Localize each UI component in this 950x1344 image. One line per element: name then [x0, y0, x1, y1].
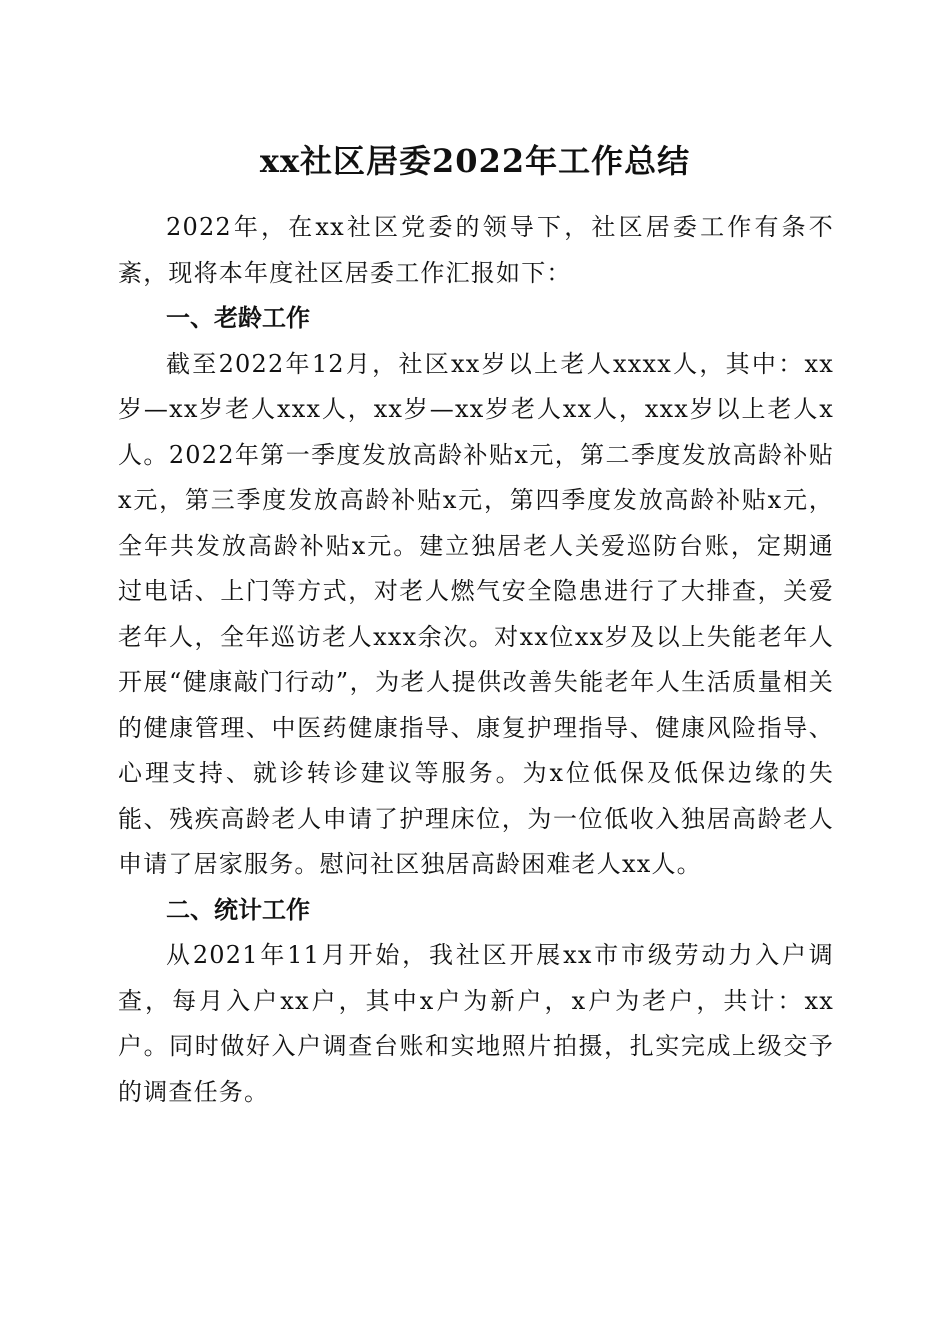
- section-body-statistics-work: 从2021年11月开始，我社区开展xx市市级劳动力入户调查，每月入户xx户，其中x户为新户，x户为老户，共计：xx户。同时做好入户调查台账和实地照片拍摄，扎实完成上级交予的调查任务。: [118, 941, 834, 1106]
- document-body: [118, 205, 834, 1115]
- intro-paragraph: 2022年，在xx社区党委的领导下，社区居委工作有条不紊，现将本年度社区居委工作汇报如下：: [118, 213, 834, 287]
- document-title: xx社区居委2022年工作总结: [259, 142, 691, 180]
- section-heading-elderly-work: 一、老龄工作: [166, 304, 310, 332]
- section-body-elderly-work: 截至2022年12月，社区xx岁以上老人xxxx人，其中：xx岁—xx岁老人xxx人，xx岁—xx岁老人xx人，xxx岁以上老人x人。2022年第一季度发放高龄补贴x元，第二季度发放高龄补贴x元，第三季度发放高龄补贴x元，第四季度发放高龄补贴x元，全年共发放高龄补贴x元。建立独居老人关爱巡防台账，定期通过电话、上门等方式，对老人燃气安全隐患进行了大排查，关爱老年人，全年巡访老人xxx余次。对xx位xx岁及以上失能老年人开展“健康敲门行动”，为老人提供改善失能老年人生活质量相关的健康管理、中医药健康指导、康复护理指导、健康风险指导、心理支持、就诊转诊建议等服务。为x位低保及低保边缘的失能、残疾高龄老人申请了护理床位，为一位低收入独居高龄老人申请了居家服务。慰问社区独居高龄困难老人xx人。: [118, 349, 834, 878]
- section-heading-statistics-work: 二、统计工作: [166, 895, 310, 924]
